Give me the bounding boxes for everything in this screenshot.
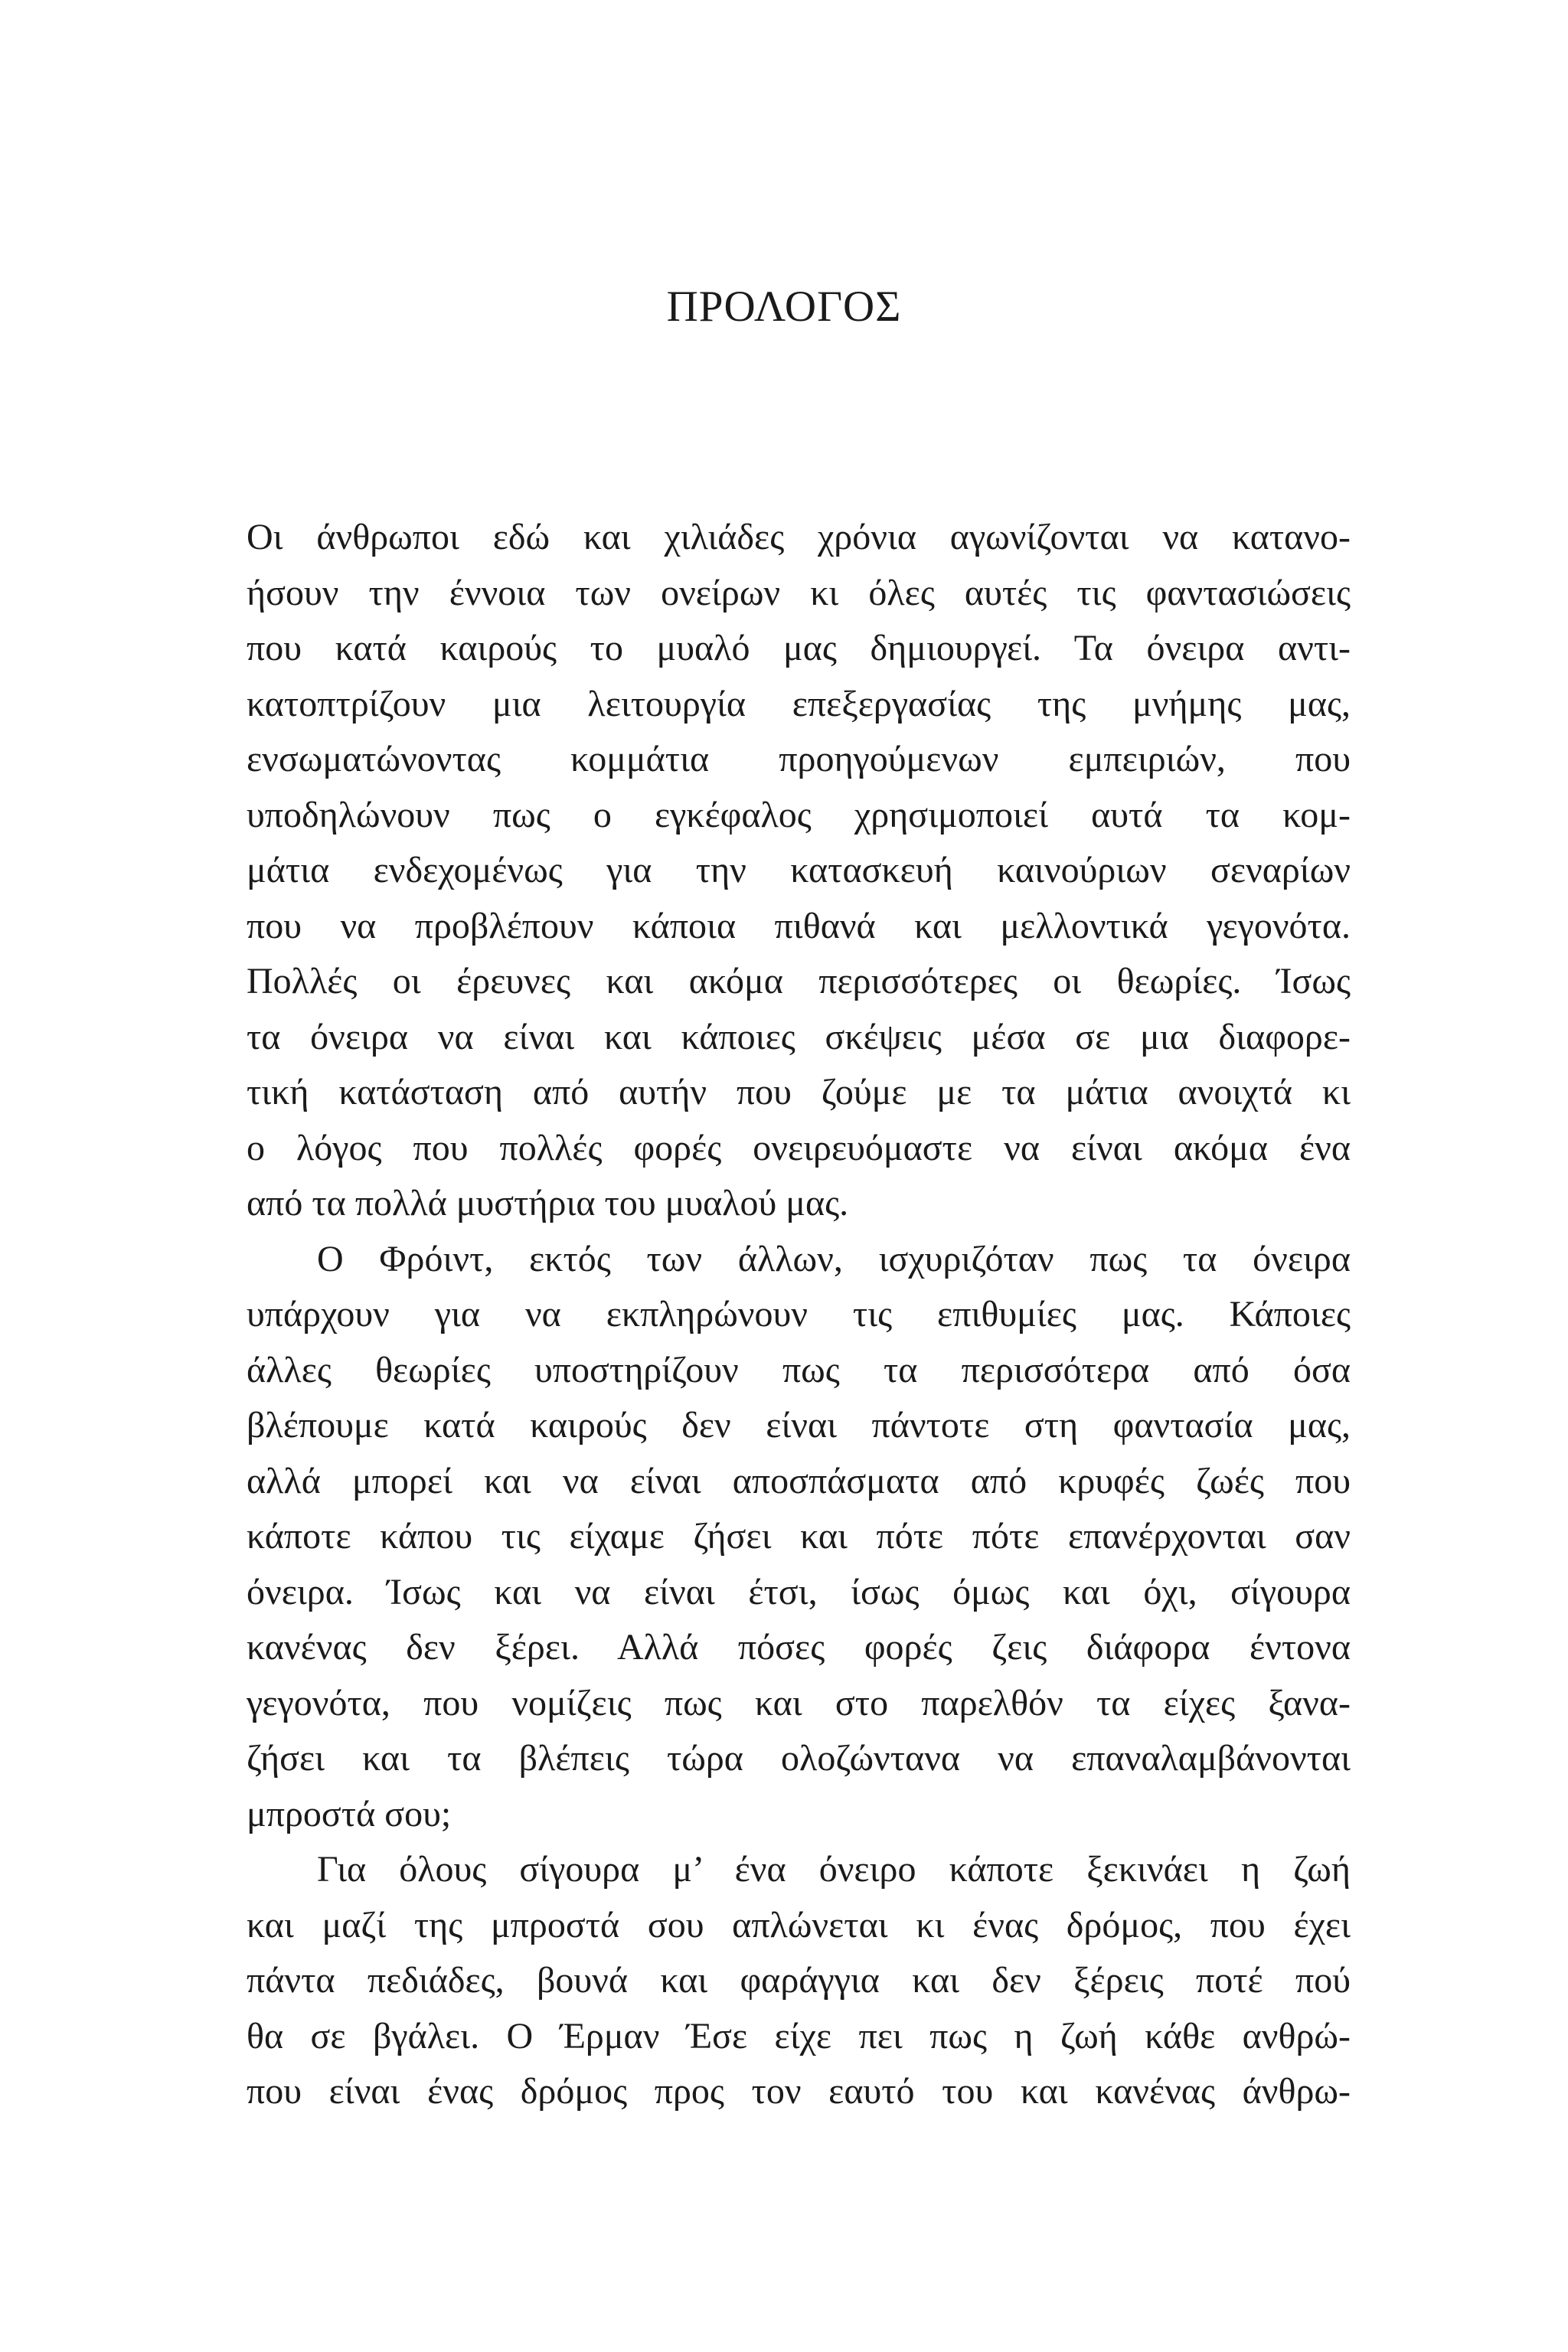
paragraph-3: [247, 1842, 1351, 2120]
text-line: που να προβλέπουν κάποια πιθανά και μελλοντικά γεγονότα.: [247, 905, 1351, 946]
text-line: ο λόγος που πολλές φορές ονειρευόμαστε να είναι ακόμα ένα: [247, 1127, 1351, 1168]
text-line: κανένας δεν ξέρει. Αλλά πόσες φορές ζεις διάφορα έντονα: [247, 1627, 1351, 1668]
text-line: Ο Φρόιντ, εκτός των άλλων, ισχυριζόταν πως τα όνειρα: [317, 1238, 1351, 1279]
text-line: και μαζί της μπροστά σου απλώνεται κι ένας δρόμος, που έχει: [247, 1904, 1351, 1945]
text-line: αλλά μπορεί και να είναι αποσπάσματα από κρυφές ζωές που: [247, 1460, 1351, 1501]
body-text: [247, 510, 1351, 2120]
text-line: που κατά καιρούς το μυαλό μας δημιουργεί. Τα όνειρα αντι-: [247, 628, 1351, 668]
text-line: ήσουν την έννοια των ονείρων κι όλες αυτές τις φαντασιώσεις: [247, 572, 1351, 613]
text-line: θα σε βγάλει. Ο Έρμαν Έσε είχε πει πως η ζωή κάθε ανθρώ-: [247, 2015, 1351, 2056]
text-line: άλλες θεωρίες υποστηρίζουν πως τα περισσότερα από όσα: [247, 1349, 1351, 1390]
text-line: τική κατάσταση από αυτήν που ζούμε με τα μάτια ανοιχτά κι: [247, 1072, 1351, 1112]
text-line: βλέπουμε κατά καιρούς δεν είναι πάντοτε στη φαντασία μας,: [247, 1405, 1351, 1446]
text-line: γεγονότα, που νομίζεις πως και στο παρελθόν τα είχες ξανα-: [247, 1682, 1351, 1723]
text-line: πάντα πεδιάδες, βουνά και φαράγγια και δεν ξέρεις ποτέ πού: [247, 1960, 1351, 2001]
text-line: ενσωματώνοντας κομμάτια προηγούμενων εμπειριών, που: [247, 739, 1351, 779]
paragraph-2: [247, 1232, 1351, 1843]
chapter-title: ΠΡΟΛΟΓΟΣ: [666, 283, 902, 331]
text-line: όνειρα. Ίσως και να είναι έτσι, ίσως όμως και όχι, σίγουρα: [247, 1571, 1351, 1612]
paragraph-1: [247, 510, 1351, 1232]
text-line: Οι άνθρωποι εδώ και χιλιάδες χρόνια αγωνίζονται να κατανο-: [247, 517, 1351, 557]
text-line: τα όνειρα να είναι και κάποιες σκέψεις μέσα σε μια διαφορε-: [247, 1016, 1351, 1057]
text-line: κατοπτρίζουν μια λειτουργία επεξεργασίας της μνήμης μας,: [247, 683, 1351, 724]
text-line: μπροστά σου;: [247, 1793, 452, 1834]
text-line: Για όλους σίγουρα μ’ ένα όνειρο κάποτε ξεκινάει η ζωή: [317, 1849, 1351, 1890]
text-line: από τα πολλά μυστήρια του μυαλού μας.: [247, 1183, 849, 1223]
text-line: ζήσει και τα βλέπεις τώρα ολοζώντανα να επαναλαμβάνονται: [247, 1738, 1351, 1779]
text-line: Πολλές οι έρευνες και ακόμα περισσότερες οι θεωρίες. Ίσως: [247, 961, 1351, 1001]
text-line: υποδηλώνουν πως ο εγκέφαλος χρησιμοποιεί αυτά τα κομ-: [247, 794, 1351, 835]
text-line: υπάρχουν για να εκπληρώνουν τις επιθυμίες μας. Κάποιες: [247, 1294, 1351, 1334]
text-line: που είναι ένας δρόμος προς τον εαυτό του και κανένας άνθρω-: [247, 2071, 1351, 2112]
text-line: μάτια ενδεχομένως για την κατασκευή καινούριων σεναρίων: [247, 850, 1351, 890]
text-line: κάποτε κάπου τις είχαμε ζήσει και πότε πότε επανέρχονται σαν: [247, 1516, 1351, 1557]
